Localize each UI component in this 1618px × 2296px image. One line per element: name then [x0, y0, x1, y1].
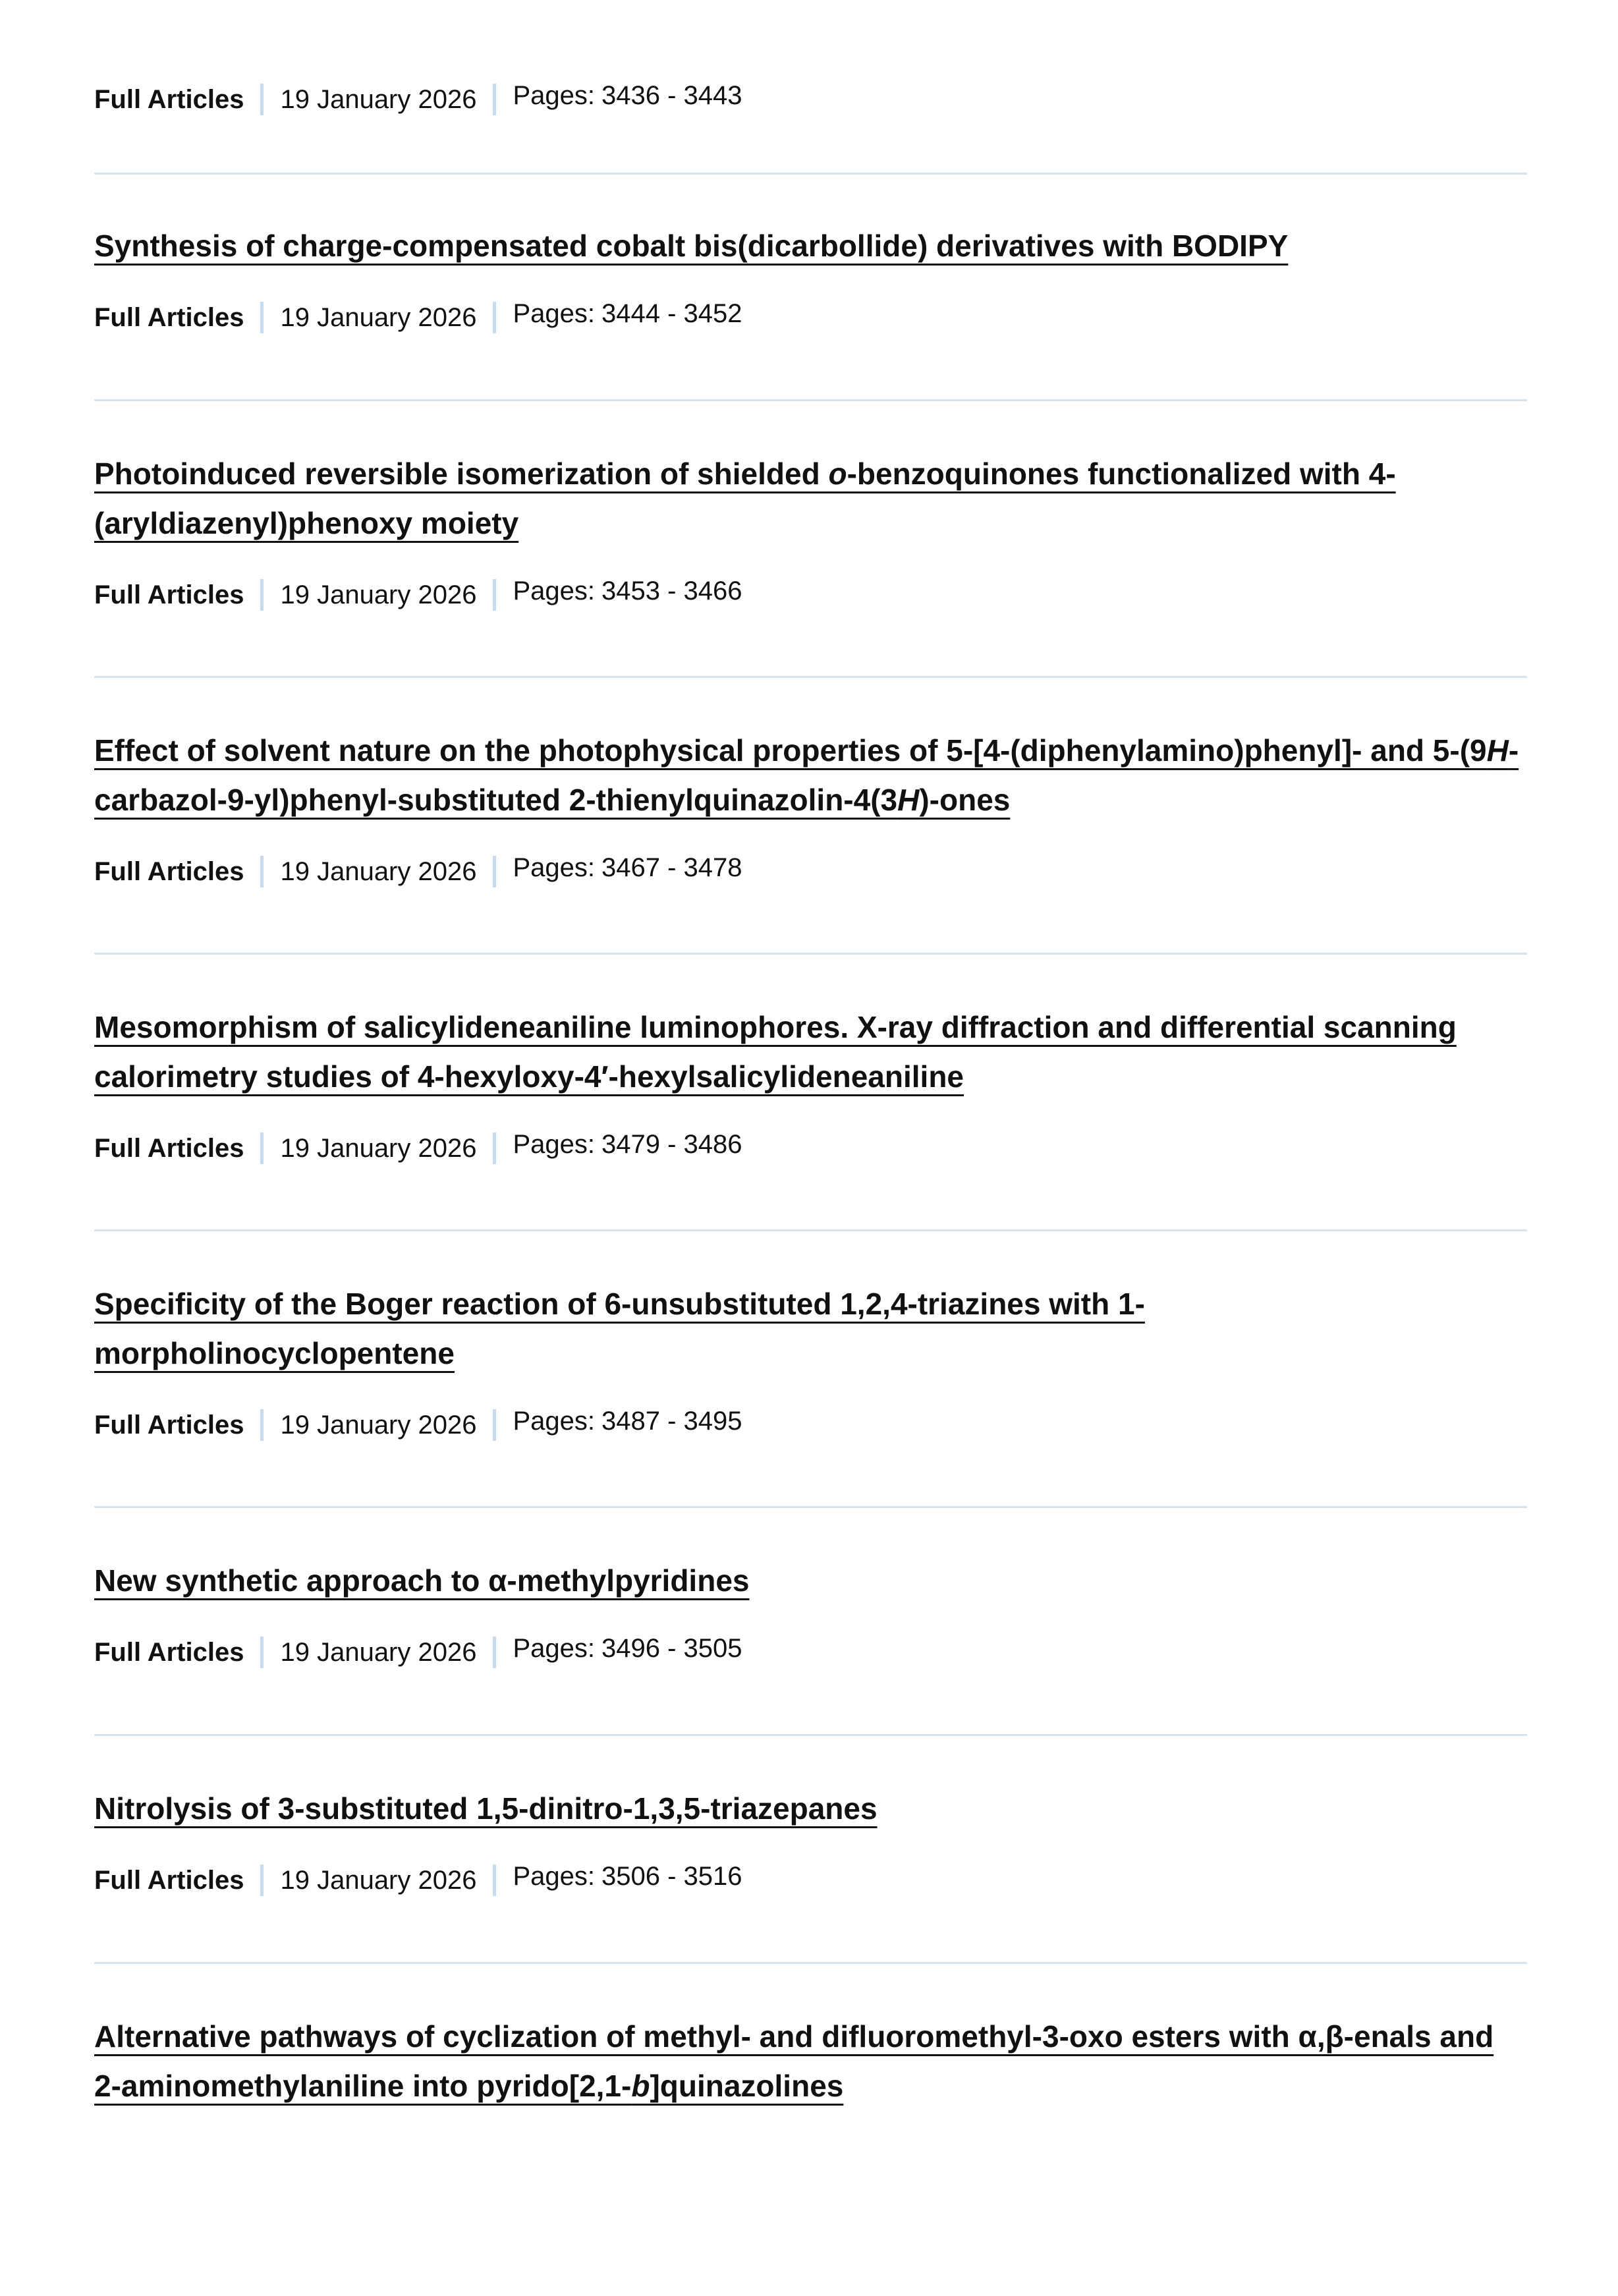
list-item: [94, 1003, 1527, 1167]
divider: [94, 399, 1527, 401]
meta-separator: [493, 856, 496, 887]
article-pages: Pages: 3479 - 3486: [513, 1130, 742, 1159]
list-item: [94, 221, 1527, 336]
article-title-link[interactable]: Mesomorphism of salicylideneaniline luminophores. X-ray diffraction and differential scanning calorimetry studies of 4-hexyloxy-4′-hexylsalicylideneaniline: [94, 1010, 1457, 1094]
article-date: 19 January 2026: [280, 303, 477, 332]
meta-separator: [260, 1409, 264, 1441]
article-pages: Pages: 3444 - 3452: [513, 299, 742, 328]
article-meta: [94, 1862, 1527, 1899]
meta-separator: [260, 1864, 264, 1896]
article-type: Full Articles: [94, 1411, 244, 1440]
article-meta: [94, 853, 1527, 890]
meta-separator: [260, 1637, 264, 1668]
list-item: [94, 726, 1527, 890]
article-title-link[interactable]: Synthesis of charge-compensated cobalt bis(dicarbollide) derivatives with BODIPY: [94, 229, 1289, 263]
article-title-link[interactable]: Nitrolysis of 3-substituted 1,5-dinitro-1,3,5-triazepanes: [94, 1791, 878, 1826]
divider: [94, 173, 1527, 175]
article-meta: [94, 1130, 1527, 1167]
meta-separator: [493, 1864, 496, 1896]
article-type: Full Articles: [94, 303, 244, 332]
meta-separator: [260, 579, 264, 611]
article-pages: Pages: 3467 - 3478: [513, 853, 742, 882]
list-item: [94, 2012, 1527, 2111]
divider: [94, 1962, 1527, 1964]
article-date: 19 January 2026: [280, 580, 477, 609]
article-date: 19 January 2026: [280, 85, 477, 114]
article-date: 19 January 2026: [280, 1411, 477, 1440]
meta-separator: [493, 1409, 496, 1441]
article-date: 19 January 2026: [280, 857, 477, 886]
divider: [94, 1734, 1527, 1736]
list-item: [94, 1279, 1527, 1443]
article-date: 19 January 2026: [280, 1638, 477, 1667]
article-pages: Pages: 3453 - 3466: [513, 576, 742, 605]
article-pages: Pages: 3506 - 3516: [513, 1862, 742, 1891]
divider: [94, 953, 1527, 955]
meta-separator: [493, 579, 496, 611]
article-date: 19 January 2026: [280, 1866, 477, 1895]
meta-separator: [260, 1133, 264, 1164]
article-type: Full Articles: [94, 1638, 244, 1667]
article-meta: [94, 1634, 1527, 1671]
meta-separator: [493, 1133, 496, 1164]
article-type: Full Articles: [94, 1134, 244, 1163]
article-meta: [94, 299, 1527, 336]
article-type: Full Articles: [94, 85, 244, 114]
list-item: [94, 1784, 1527, 1899]
list-item: [94, 1556, 1527, 1671]
meta-separator: [493, 1637, 496, 1668]
divider: [94, 1229, 1527, 1231]
article-type: Full Articles: [94, 857, 244, 886]
list-item: [94, 449, 1527, 613]
divider: [94, 676, 1527, 678]
article-date: 19 January 2026: [280, 1134, 477, 1163]
meta-separator: [260, 302, 264, 333]
meta-separator: [493, 302, 496, 333]
article-title-link[interactable]: Alternative pathways of cyclization of methyl- and difluoromethyl-3-oxo esters with α,β-enals and 2-aminomethylaniline into pyrido[2,1-b]quinazolines: [94, 2019, 1494, 2103]
article-type: Full Articles: [94, 580, 244, 609]
article-pages: Pages: 3487 - 3495: [513, 1407, 742, 1436]
article-title-link[interactable]: Photoinduced reversible isomerization of shielded o-benzoquinones functionalized with 4-(aryldiazenyl)phenoxy moiety: [94, 457, 1396, 540]
meta-separator: [493, 84, 496, 115]
article-meta: [94, 1407, 1527, 1443]
article-meta: [94, 576, 1527, 613]
article-title-link[interactable]: Effect of solvent nature on the photophysical properties of 5-[4-(diphenylamino)phenyl]- and 5-(9H-carbazol-9-yl)phenyl-substituted 2-thienylquinazolin-4(3H)-ones: [94, 733, 1519, 817]
meta-separator: [260, 856, 264, 887]
article-meta: [94, 81, 742, 118]
article-title-link[interactable]: Specificity of the Boger reaction of 6-unsubstituted 1,2,4-triazines with 1-morpholinocyclopentene: [94, 1287, 1145, 1370]
article-type: Full Articles: [94, 1866, 244, 1895]
article-title-link[interactable]: New synthetic approach to α-methylpyridines: [94, 1563, 750, 1598]
article-pages: Pages: 3496 - 3505: [513, 1634, 742, 1663]
divider: [94, 1506, 1527, 1508]
meta-separator: [260, 84, 264, 115]
article-pages: Pages: 3436 - 3443: [513, 81, 742, 110]
